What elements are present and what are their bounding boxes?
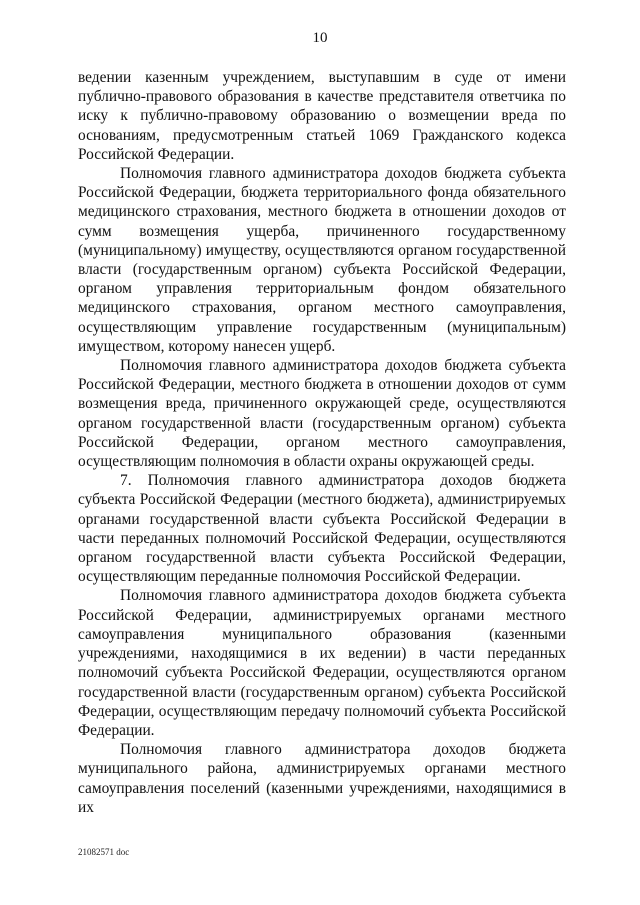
page-number: 10 (312, 30, 328, 46)
document-file-code: 21082571 doc (78, 847, 130, 857)
document-body (78, 68, 566, 817)
paragraph-environment-damage: Полномочия главного администратора доходов бюджета субъекта Российской Федерации, местного бюджета в отношении доходов от сумм возмещения вреда, причиненного окружающей среде, осуществляются органом государственной власти (государственным органом) субъекта Российской Федерации, органом местного самоуправления, осуществляющим полномочия в области охраны окружающей среды. (78, 357, 566, 471)
paragraph-municipal-district: Полномочия главного администратора доходов бюджета муниципального района, администрируемых органами местного самоуправления поселений (казенными учреждениями, находящимися в их (78, 741, 566, 816)
paragraph-continuation: ведении казенным учреждением, выступавшим в суде от имени публично-правового образования в качестве представителя ответчика по иску к публично-правовому образованию о возмещении вреда по основаниям, предусмотренным статьей 1069 Гражданского кодекса Российской Федерации. (78, 69, 566, 163)
paragraph-item-7: 7. Полномочия главного администратора доходов бюджета субъекта Российской Федерации (местного бюджета), администрируемых органами государственной власти субъекта Российской Федерации в части переданных полномочий Российской Федерации, осуществляются органом государственной власти субъекта Российской Федерации, осуществляющим переданные полномочия Российской Федерации. (78, 472, 566, 586)
paragraph-municipal-delegated: Полномочия главного администратора доходов бюджета субъекта Российской Федерации, администрируемых органами местного самоуправления муниципального образования (казенными учреждениями, находящимися в их ведении) в части переданных полномочий субъекта Российской Федерации, осуществляются органом государственной власти (государственным органом) субъекта Российской Федерации, осуществляющим передачу полномочий субъекта Российской Федерации. (78, 587, 566, 739)
paragraph-damage-property: Полномочия главного администратора доходов бюджета субъекта Российской Федерации, бюджета территориального фонда обязательного медицинского страхования, местного бюджета в отношении доходов от сумм возмещения ущерба, причиненного государственному (муниципальному) имуществу, осуществляются органом государственной власти (государственным органом) субъекта Российской Федерации, органом управления территориальным фондом обязательного медицинского страхования, органом местного самоуправления, осуществляющим управление государственным (муниципальным) имуществом, которому нанесен ущерб. (78, 165, 566, 355)
